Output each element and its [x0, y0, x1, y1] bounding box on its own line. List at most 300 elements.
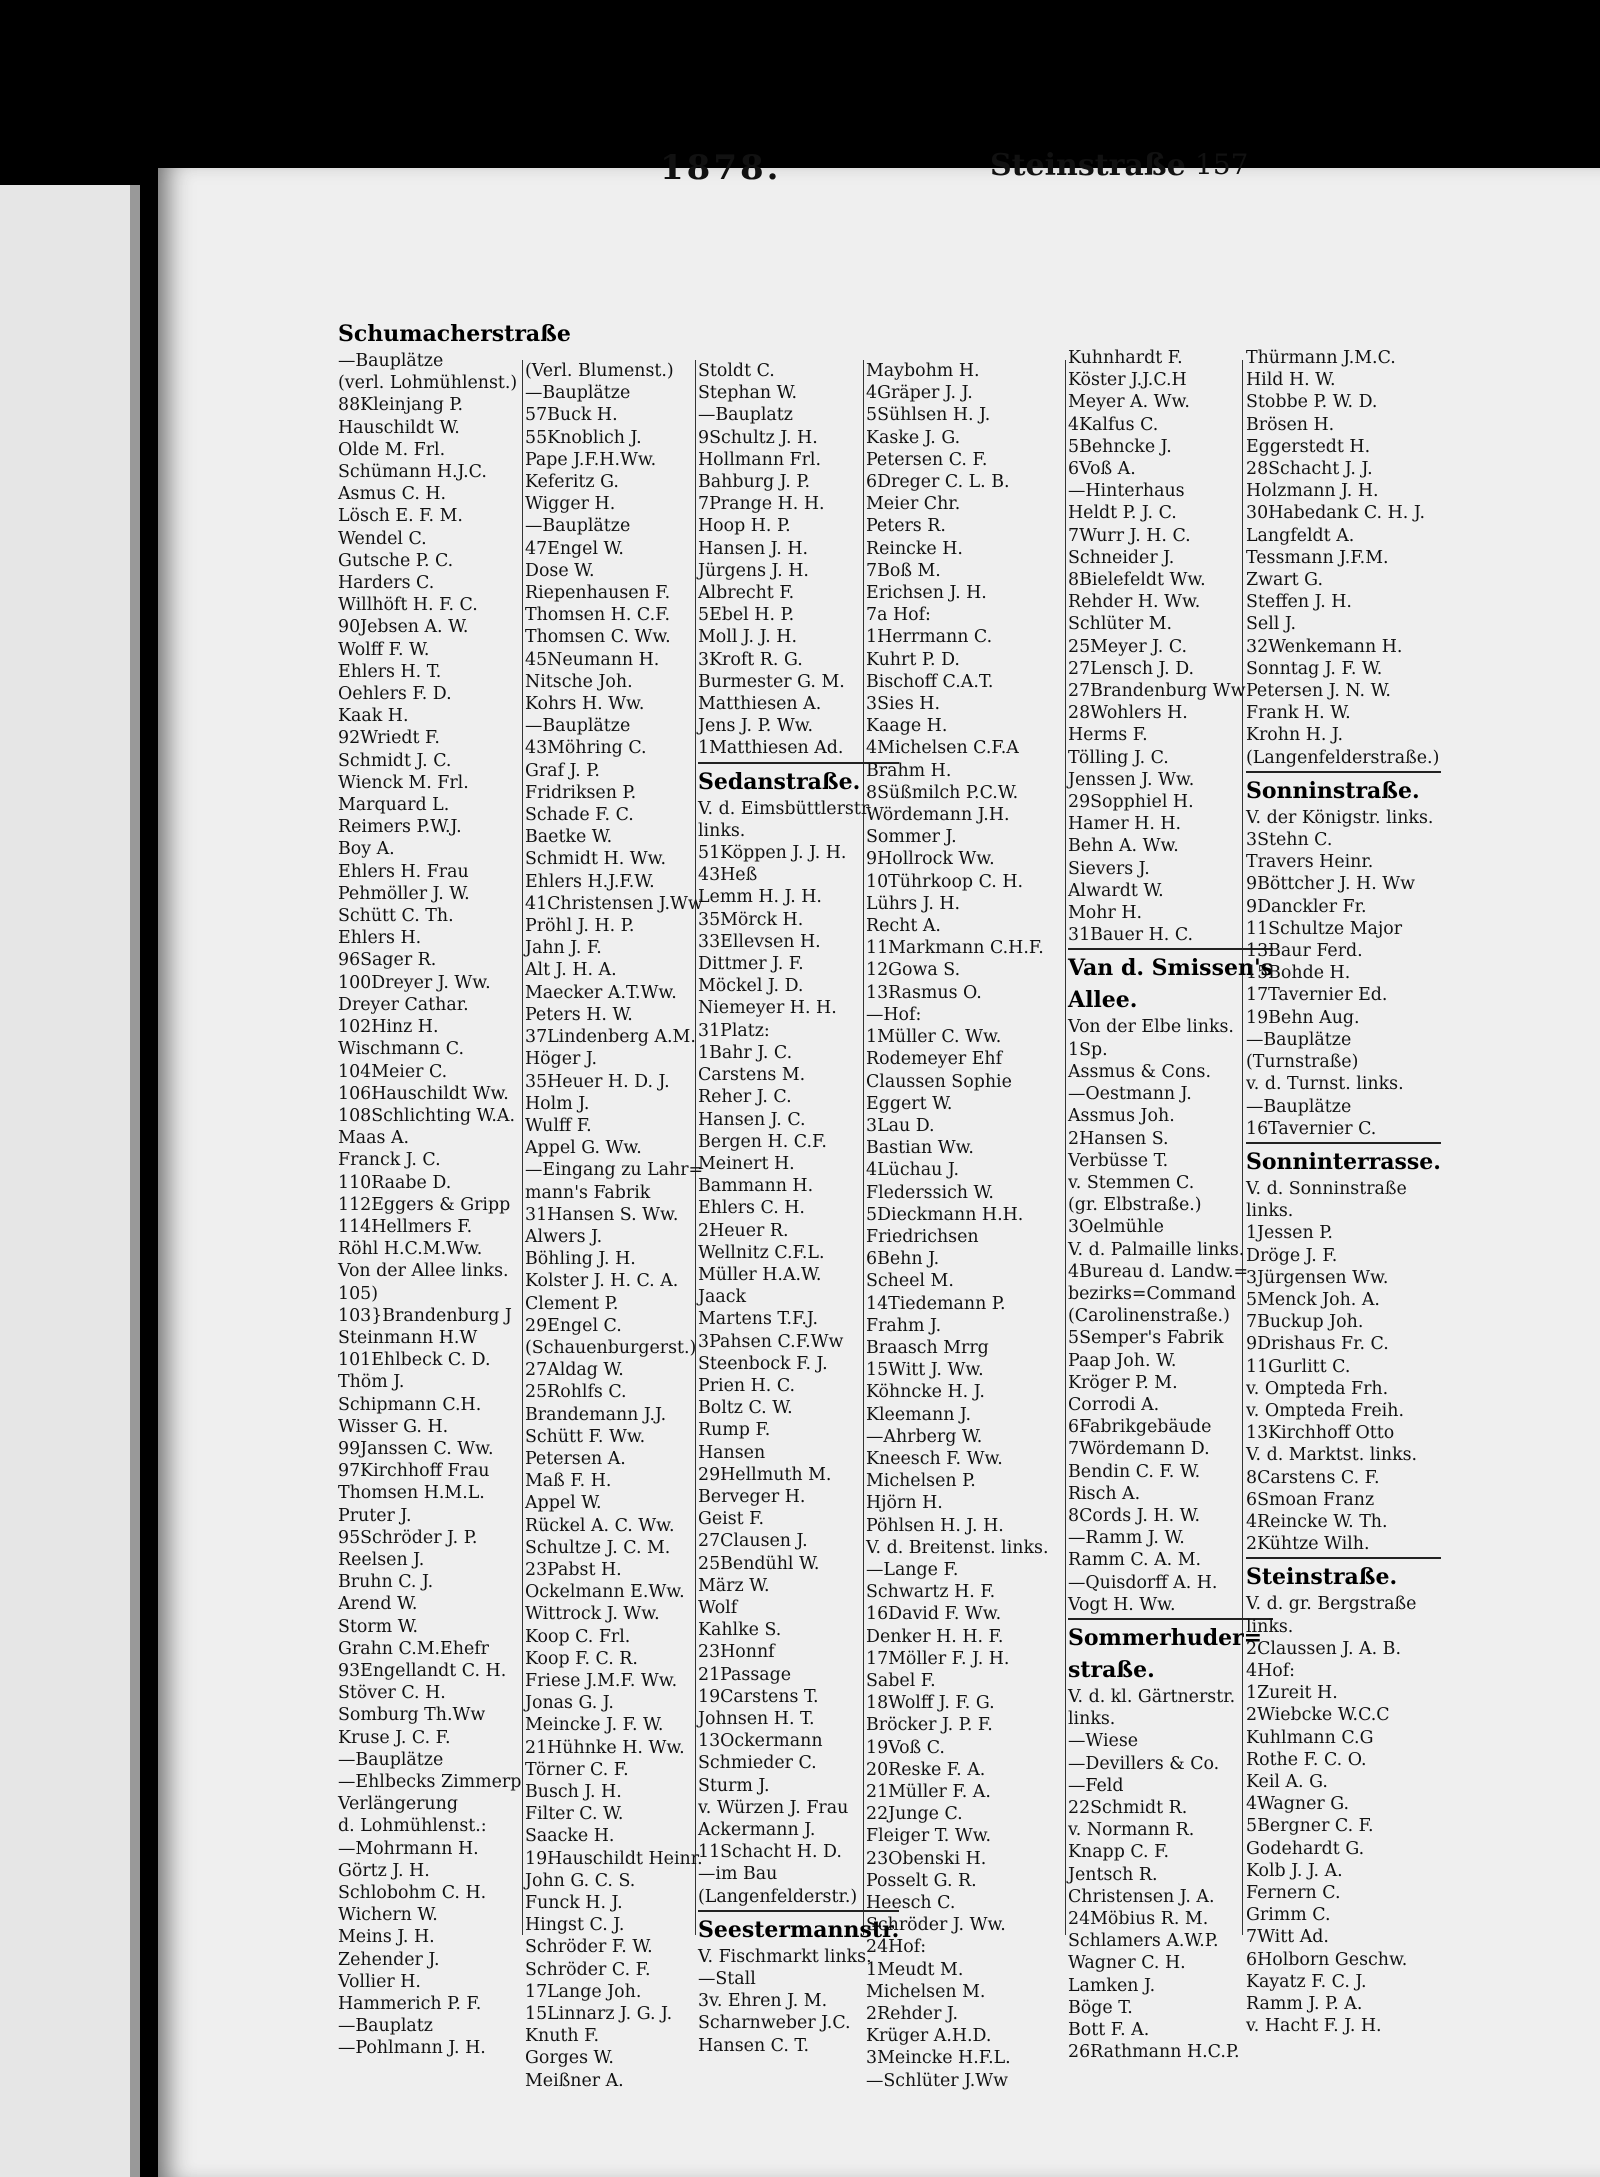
directory-entry: Bammann H. [698, 1176, 814, 1197]
directory-entry: Wichern W. [338, 1905, 438, 1926]
directory-entry: 7Boß M. [866, 560, 941, 581]
directory-entry: (Schauenburgerst.) [525, 1337, 697, 1358]
directory-entry: Oehlers F. D. [338, 684, 452, 705]
directory-entry: Erichsen J. H. [866, 583, 987, 604]
directory-entry: Bott F. A. [1068, 2020, 1150, 2041]
directory-entry: —Bauplätze [1246, 1096, 1352, 1117]
directory-entry: Schmidt H. Ww. [525, 849, 667, 870]
directory-entry: Travers Heinr. [1246, 852, 1374, 873]
directory-entry: Riepenhausen F. [525, 583, 671, 604]
directory-entry: Corrodi A. [1068, 1394, 1160, 1415]
directory-entry: John G. C. S. [525, 1870, 636, 1891]
street-heading: Sommerhuder= [1068, 1624, 1263, 1651]
directory-entry: Wolff F. W. [338, 639, 430, 660]
directory-entry: Jonas G. J. [525, 1693, 614, 1714]
directory-entry: 45Neumann H. [525, 649, 660, 670]
directory-entry: Godehardt G. [1246, 1838, 1365, 1859]
directory-entry: 6Behn J. [866, 1249, 940, 1270]
directory-entry: 43Heß [698, 865, 758, 886]
directory-entry: 16David F. Ww. [866, 1604, 1002, 1625]
directory-entry: Steffen J. H. [1246, 592, 1352, 613]
directory-entry: Ockelmann E.Ww. [525, 1582, 685, 1603]
directory-entry: Reher J. C. [698, 1087, 792, 1108]
directory-entry: Schlamers A.W.P. [1068, 1931, 1219, 1952]
directory-entry: 3Pahsen C.F.Ww [698, 1331, 844, 1352]
directory-entry: Marquard L. [338, 795, 450, 816]
section-rule [1246, 1557, 1441, 1559]
directory-entry: 110Raabe D. [338, 1172, 452, 1193]
street-heading: Allee. [1068, 987, 1138, 1014]
directory-entry: Koop F. C. R. [525, 1648, 638, 1669]
directory-entry: (Langenfelderstraße.) [1246, 747, 1440, 768]
directory-entry: Wendel C. [338, 528, 427, 549]
directory-entry: Ehlers H. [338, 928, 422, 949]
directory-entry: 13Rasmus O. [866, 982, 982, 1003]
directory-entry: 95Schröder J. P. [338, 1527, 478, 1548]
directory-entry: Höger J. [525, 1049, 598, 1070]
directory-entry: Assmus Joh. [1068, 1106, 1175, 1127]
directory-entry: Petersen J. N. W. [1246, 681, 1391, 702]
directory-entry: Kneesch F. Ww. [866, 1448, 1003, 1469]
directory-entry: v. Stemmen C. [1068, 1172, 1195, 1193]
directory-entry: Schütt F. Ww. [525, 1426, 646, 1447]
directory-entry: links. [698, 820, 746, 841]
directory-entry: Bergen H. C.F. [698, 1131, 827, 1152]
directory-entry: 30Habedank C. H. J. [1246, 503, 1425, 524]
section-rule [1246, 771, 1441, 773]
directory-entry: Ehlers H. T. [338, 661, 442, 682]
directory-entry: Lemm H. J. H. [698, 887, 822, 908]
directory-entry: Maß F. H. [525, 1471, 612, 1492]
directory-entry: Rehder H. Ww. [1068, 592, 1201, 613]
directory-entry: Brahm H. [866, 760, 952, 781]
left-page-edge [0, 185, 140, 2177]
directory-entry: 104Meier C. [338, 1061, 448, 1082]
directory-entry: 3Sies H. [866, 694, 940, 715]
directory-entry: —Devillers & Co. [1068, 1753, 1220, 1774]
directory-entry: Schipmann C.H. [338, 1394, 482, 1415]
directory-entry: 3Oelmühle [1068, 1217, 1164, 1238]
directory-entry: 1Meudt M. [866, 1959, 964, 1980]
directory-entry: —Bauplatz [338, 2016, 433, 2037]
directory-entry: Hjörn H. [866, 1493, 943, 1514]
directory-entry: Lamken J. [1068, 1975, 1156, 1996]
directory-entry: Zehender J. [338, 1949, 440, 1970]
directory-entry: 2Claussen J. A. B. [1246, 1638, 1401, 1659]
directory-entry: Hansen [698, 1442, 766, 1463]
directory-entry: 25Meyer J. C. [1068, 636, 1188, 657]
section-rule [1068, 948, 1273, 950]
directory-entry: (Verl. Blumenst.) [525, 361, 674, 381]
directory-entry: Schultze J. C. M. [525, 1537, 671, 1558]
directory-entry: Alwers J. [525, 1226, 603, 1247]
directory-entry: 15Bohde H. [1246, 963, 1351, 984]
directory-entry: Meinert H. [698, 1153, 795, 1174]
directory-entry: 7Wördemann D. [1068, 1439, 1210, 1460]
directory-entry: 101Ehlbeck C. D. [338, 1350, 491, 1371]
directory-entry: Fridriksen P. [525, 782, 637, 803]
directory-entry: Kayatz F. C. J. [1246, 1971, 1367, 1992]
directory-entry: Knuth F. [525, 2026, 599, 2047]
directory-entry: Bahburg J. P. [698, 472, 811, 493]
directory-entry: 23Honnf [698, 1642, 775, 1663]
directory-entry: Schmieder C. [698, 1753, 817, 1774]
directory-entry: d. Lohmühlenst.: [338, 1816, 487, 1837]
directory-entry: Koop C. Frl. [525, 1626, 631, 1647]
directory-entry: Carstens M. [698, 1065, 806, 1086]
directory-entry: V. der Königstr. links. [1246, 807, 1434, 828]
directory-entry: Petersen A. [525, 1448, 626, 1469]
column-2 [525, 360, 703, 2092]
directory-entry: Somburg Th.Ww [338, 1705, 486, 1726]
directory-entry: Appel W. [525, 1493, 602, 1514]
directory-entry: 37Lindenberg A.M. [525, 1027, 696, 1048]
directory-entry: Eggerstedt H. [1246, 436, 1371, 457]
directory-entry: 17Möller F. J. H. [866, 1648, 1010, 1669]
directory-entry: 6Voß A. [1068, 459, 1136, 480]
directory-entry: 11Schacht H. D. [698, 1842, 842, 1863]
directory-entry: Schütt C. Th. [338, 906, 454, 927]
directory-entry: Risch A. [1068, 1483, 1141, 1504]
directory-entry: Vogt H. Ww. [1068, 1594, 1176, 1615]
directory-entry: v. Hacht F. J. H. [1246, 2016, 1382, 2037]
directory-entry: 3Stehn C. [1246, 830, 1333, 851]
directory-entry: Krohn H. J. [1246, 725, 1344, 746]
directory-entry: Tessmann J.F.M. [1246, 547, 1389, 568]
directory-entry: Franck J. C. [338, 1150, 441, 1171]
directory-entry: Hammerich P. F. [338, 1994, 482, 2015]
directory-entry: Frahm J. [866, 1315, 942, 1336]
directory-entry: Bröcker J. P. F. [866, 1715, 993, 1736]
directory-entry: Holm J. [525, 1093, 590, 1114]
directory-entry: 7Buckup Joh. [1246, 1312, 1364, 1333]
directory-entry: Friedrichsen [866, 1226, 979, 1247]
directory-entry: Steenbock F. J. [698, 1353, 828, 1374]
directory-entry: —Bauplätze [1246, 1029, 1352, 1050]
directory-entry: 9Drishaus Fr. C. [1246, 1334, 1389, 1355]
directory-entry: Jens J. P. Ww. [698, 716, 814, 737]
directory-entry: Wördemann J.H. [866, 805, 1010, 826]
directory-entry: Scheel M. [866, 1271, 954, 1292]
directory-entry: Sonntag J. F. W. [1246, 658, 1383, 679]
directory-entry: Michelsen P. [866, 1471, 976, 1492]
directory-entry: Martens T.F.J. [698, 1309, 819, 1330]
directory-entry: 2Rehder J. [866, 2004, 959, 2025]
directory-entry: Thomsen C. Ww. [525, 627, 671, 648]
directory-entry: Friese J.M.F. Ww. [525, 1670, 678, 1691]
directory-entry: Matthiesen A. [698, 694, 822, 715]
directory-entry: 5Dieckmann H.H. [866, 1204, 1024, 1225]
directory-entry: Eggert W. [866, 1093, 953, 1114]
directory-entry: v. Ompteda Freih. [1246, 1400, 1404, 1421]
section-rule [1068, 1618, 1273, 1620]
directory-entry: Michelsen M. [866, 1981, 986, 2002]
directory-entry: 8Bielefeldt Ww. [1068, 570, 1206, 591]
directory-entry: 1Sp. [1068, 1039, 1108, 1060]
directory-entry: 6Holborn Geschw. [1246, 1949, 1408, 1970]
directory-entry: 9Böttcher J. H. Ww [1246, 874, 1416, 895]
directory-entry: Kröger P. M. [1068, 1372, 1178, 1393]
directory-entry: Moll J. J. H. [698, 627, 797, 648]
directory-entry: Bastian Ww. [866, 1138, 974, 1159]
directory-entry: 19Hauschildt Heinr. [525, 1848, 703, 1869]
directory-entry: Ramm J. P. A. [1246, 1994, 1363, 2015]
directory-entry: 15Linnarz J. G. J. [525, 2004, 673, 2025]
directory-entry: —Stall [698, 1969, 756, 1990]
directory-entry: Pröhl J. H. P. [525, 916, 635, 937]
directory-entry: 22Schmidt R. [1068, 1797, 1188, 1818]
directory-entry: Böhling J. H. [525, 1249, 636, 1270]
directory-entry: Ehlers H.J.F.W. [525, 871, 655, 892]
directory-entry: Flederssich W. [866, 1182, 994, 1203]
directory-entry: 7Witt Ad. [1246, 1927, 1329, 1948]
directory-entry: —Oestmann J. [1068, 1084, 1192, 1105]
directory-entry: Meißner A. [525, 2070, 624, 2091]
directory-entry: Harders C. [338, 573, 435, 594]
directory-entry: 8Cords J. H. W. [1068, 1505, 1200, 1526]
directory-entry: Möckel J. D. [698, 976, 804, 997]
directory-entry: 31Platz: [698, 1020, 770, 1041]
directory-entry: Wagner C. H. [1068, 1953, 1186, 1974]
directory-entry: 5Sühlsen H. J. [866, 405, 991, 426]
directory-entry: 6Dreger C. L. B. [866, 472, 1010, 493]
directory-entry: Prien H. C. [698, 1375, 796, 1396]
directory-entry: 21Hühnke H. Ww. [525, 1737, 685, 1758]
directory-entry: 6Fabrikgebäude [1068, 1417, 1212, 1438]
directory-entry: Pehmöller J. W. [338, 883, 470, 904]
directory-entry: 8Süßmilch P.C.W. [866, 782, 1019, 803]
directory-entry: 21Müller F. A. [866, 1782, 991, 1802]
directory-entry: Jahn J. F. [525, 938, 602, 959]
directory-entry: —Bauplätze [525, 716, 631, 737]
directory-entry: 9Hollrock Ww. [866, 849, 995, 870]
directory-entry: Posselt G. R. [866, 1870, 977, 1891]
directory-entry: 5Semper's Fabrik [1068, 1328, 1224, 1349]
directory-entry: 18Wolff J. F. G. [866, 1693, 995, 1714]
directory-entry: links. [1246, 1616, 1294, 1637]
directory-entry: Dittmer J. F. [698, 954, 804, 975]
directory-entry: Schröder J. Ww. [866, 1915, 1006, 1936]
directory-entry: 1Müller C. Ww. [866, 1027, 1002, 1048]
directory-entry: —Bauplätze [525, 516, 631, 537]
directory-entry: Gorges W. [525, 2048, 614, 2069]
directory-entry: 25Bendühl W. [698, 1553, 820, 1574]
directory-entry: 24Möbius R. M. [1068, 1909, 1209, 1929]
directory-entry: 10Tührkoop C. H. [866, 871, 1024, 892]
directory-entry: Pruter J. [338, 1505, 412, 1526]
directory-entry: 112Eggers & Gripp [338, 1194, 511, 1215]
directory-entry: Heesch C. [866, 1893, 956, 1914]
directory-entry: 7a Hof: [866, 605, 931, 626]
directory-entry: Schröder C. F. [525, 1959, 651, 1980]
directory-entry: V. d. Marktst. links. [1246, 1445, 1418, 1466]
directory-entry: 4Kalfus C. [1068, 414, 1159, 435]
directory-entry: Sell J. [1246, 614, 1297, 635]
directory-entry: Olde M. Frl. [338, 439, 446, 460]
directory-entry: 16Tavernier C. [1246, 1118, 1377, 1139]
directory-entry: V. d. Breitenst. links. [866, 1537, 1049, 1558]
directory-entry: (verl. Lohmühlenst.) [338, 373, 518, 394]
directory-entry: 13Ockermann [698, 1731, 823, 1752]
directory-entry: Kahlke S. [698, 1620, 782, 1641]
directory-entry: —Wiese [1068, 1731, 1139, 1752]
directory-entry: Böge T. [1068, 1997, 1133, 2018]
directory-entry: Bendin C. F. W. [1068, 1461, 1201, 1482]
directory-entry: 3Lau D. [866, 1115, 935, 1136]
directory-entry: Wischmann C. [338, 1039, 464, 1060]
directory-entry: 9Schultz J. H. [698, 427, 818, 448]
directory-entry: 21Passage [698, 1664, 792, 1685]
directory-entry: 2Kühtze Wilh. [1246, 1534, 1370, 1555]
directory-entry: Funck H. J. [525, 1893, 623, 1914]
directory-entry: 14Tiedemann P. [866, 1293, 1006, 1314]
page-year: 1878. [660, 148, 782, 188]
directory-entry: 1Zureit H. [1246, 1683, 1338, 1704]
directory-entry: Hamer H. H. [1068, 814, 1182, 835]
directory-entry: Sommer J. [866, 827, 957, 848]
directory-entry: v. Würzen J. Frau [698, 1797, 849, 1818]
directory-entry: Lührs J. H. [866, 893, 961, 914]
directory-entry: Kaske J. G. [866, 427, 961, 448]
directory-entry: Kuhlmann C.G [1246, 1727, 1374, 1748]
directory-entry: 13Kirchhoff Otto [1246, 1423, 1395, 1444]
directory-entry: v. Normann R. [1068, 1820, 1195, 1841]
directory-entry: Wienck M. Frl. [338, 772, 469, 793]
directory-entry: Appel G. Ww. [525, 1138, 642, 1159]
directory-entry: Brösen H. [1246, 414, 1335, 435]
directory-entry: Wolf [698, 1597, 738, 1618]
directory-entry: Kaage H. [866, 716, 948, 737]
directory-entry: 9Danckler Fr. [1246, 896, 1367, 917]
directory-entry: Herms F. [1068, 725, 1148, 746]
directory-entry: Zwart G. [1246, 570, 1323, 591]
directory-entry: links. [1246, 1201, 1294, 1222]
directory-entry: 33Ellevsen H. [698, 931, 821, 952]
directory-entry: Lösch E. F. M. [338, 506, 463, 527]
directory-entry: Meier Chr. [866, 494, 961, 515]
directory-entry: 1Matthiesen Ad. [698, 738, 844, 759]
directory-entry: 6Smoan Franz [1246, 1489, 1375, 1510]
directory-entry: 29Sopphiel H. [1068, 792, 1194, 813]
directory-entry: Dose W. [525, 560, 595, 581]
directory-entry: Denker H. H. F. [866, 1626, 1004, 1647]
directory-entry: (Turnstraße) [1246, 1052, 1359, 1073]
directory-entry: (Carolinenstraße.) [1068, 1306, 1230, 1327]
directory-entry: Thöm J. [338, 1372, 405, 1393]
directory-entry: 96Sager R. [338, 950, 437, 971]
street-heading: Sonninstraße. [1246, 777, 1420, 804]
directory-entry: Törner C. F. [525, 1759, 629, 1780]
directory-entry: Kolb J. J. A. [1246, 1860, 1343, 1881]
directory-entry: 103}Brandenburg J [338, 1305, 512, 1326]
directory-entry: 41Christensen J.Ww [525, 893, 703, 914]
directory-entry: Braasch Mrrg [866, 1337, 989, 1358]
directory-entry: Reincke H. [866, 538, 963, 559]
directory-entry: 11Gurlitt C. [1246, 1356, 1351, 1377]
directory-entry: Graf J. P. [525, 760, 600, 781]
directory-entry: Kruse J. C. F. [338, 1727, 451, 1748]
directory-entry: Asmus C. H. [338, 484, 447, 505]
directory-entry: 27Aldag W. [525, 1360, 624, 1381]
directory-entry: Berveger H. [698, 1486, 806, 1507]
directory-entry: Hollmann Frl. [698, 449, 822, 470]
directory-entry: Boy A. [338, 839, 395, 860]
directory-entry: bezirks=Command [1068, 1283, 1236, 1304]
directory-entry: Tölling J. C. [1068, 747, 1169, 768]
directory-entry: Jentsch R. [1068, 1864, 1158, 1885]
directory-entry: Thürmann J.M.C. [1246, 348, 1396, 368]
directory-entry: 11Schultze Major [1246, 918, 1403, 939]
directory-entry: 13Baur Ferd. [1246, 941, 1363, 962]
directory-entry: Ehlers H. Frau [338, 861, 469, 882]
directory-entry: Hansen J. H. [698, 538, 809, 559]
directory-entry: Hild H. W. [1246, 370, 1336, 391]
directory-entry: —Mohrmann H. [338, 1838, 479, 1859]
directory-entry: 11Markmann C.H.F. [866, 938, 1044, 959]
directory-entry: 106Hauschildt Ww. [338, 1083, 509, 1104]
directory-entry: 23Obenski H. [866, 1848, 987, 1869]
directory-entry: 114Hellmers F. [338, 1216, 473, 1237]
directory-entry: 3Jürgensen Ww. [1246, 1267, 1389, 1288]
directory-entry: Verbüsse T. [1068, 1150, 1169, 1171]
directory-entry: Frank H. W. [1246, 703, 1351, 724]
directory-entry: V. Fischmarkt links. [698, 1946, 872, 1967]
directory-entry: 5Menck Joh. A. [1246, 1289, 1380, 1310]
directory-entry: Reimers P.W.J. [338, 817, 462, 838]
directory-entry: v. d. Turnst. links. [1246, 1074, 1404, 1095]
directory-entry: Scharnweber J.C. [698, 2013, 851, 2034]
directory-entry: 28Schacht J. J. [1246, 459, 1373, 480]
directory-entry: Vollier H. [338, 1971, 421, 1992]
directory-entry: Von der Elbe links. [1068, 1017, 1234, 1038]
directory-entry: —Quisdorff A. H. [1068, 1572, 1218, 1593]
directory-entry: —Pohlmann J. H. [338, 2038, 486, 2059]
directory-entry: Hansen J. C. [698, 1109, 806, 1130]
directory-entry: 25Rohlfs C. [525, 1382, 627, 1403]
directory-entry: Schmidt J. C. [338, 750, 452, 771]
directory-entry: Bischoff C.A.T. [866, 671, 994, 692]
directory-entry: 27Brandenburg Ww [1068, 681, 1246, 702]
directory-entry: 47Engel W. [525, 538, 624, 559]
directory-entry: Kolster J. H. C. A. [525, 1271, 679, 1292]
directory-entry: Maecker A.T.Ww. [525, 982, 677, 1003]
directory-entry: Geist F. [698, 1509, 765, 1530]
directory-entry: V. d. Eimsbüttlerstr. [698, 798, 873, 819]
directory-entry: Stöver C. H. [338, 1683, 446, 1704]
directory-entry: 15Witt J. Ww. [866, 1360, 984, 1381]
directory-entry: Stephan W. [698, 383, 797, 404]
section-rule [1246, 1142, 1441, 1144]
directory-entry: V. d. kl. Gärtnerstr. [1068, 1686, 1236, 1707]
directory-entry: Fleiger T. Ww. [866, 1826, 992, 1847]
directory-entry: Von der Allee links. [338, 1261, 509, 1282]
directory-entry: Christensen J. A. [1068, 1886, 1215, 1907]
directory-entry: 24Hof: [866, 1937, 927, 1958]
column-6 [1246, 347, 1441, 2037]
directory-entry: Holzmann J. H. [1246, 481, 1379, 502]
directory-entry: Thomsen H. C.F. [525, 605, 671, 626]
column-4 [866, 360, 1048, 2092]
directory-entry: Schröder F. W. [525, 1937, 653, 1958]
directory-entry: Rothe F. C. O. [1246, 1749, 1367, 1770]
directory-entry: Schlüter M. [1068, 614, 1173, 635]
directory-entry: 2Heuer R. [698, 1220, 789, 1241]
directory-entry: Röhl H.C.M.Ww. [338, 1239, 483, 1260]
directory-entry: Pape J.F.H.Ww. [525, 449, 657, 470]
directory-entry: Schümann H.J.C. [338, 462, 487, 483]
directory-entry: Baetke W. [525, 827, 613, 848]
directory-entry: links. [1068, 1709, 1116, 1730]
